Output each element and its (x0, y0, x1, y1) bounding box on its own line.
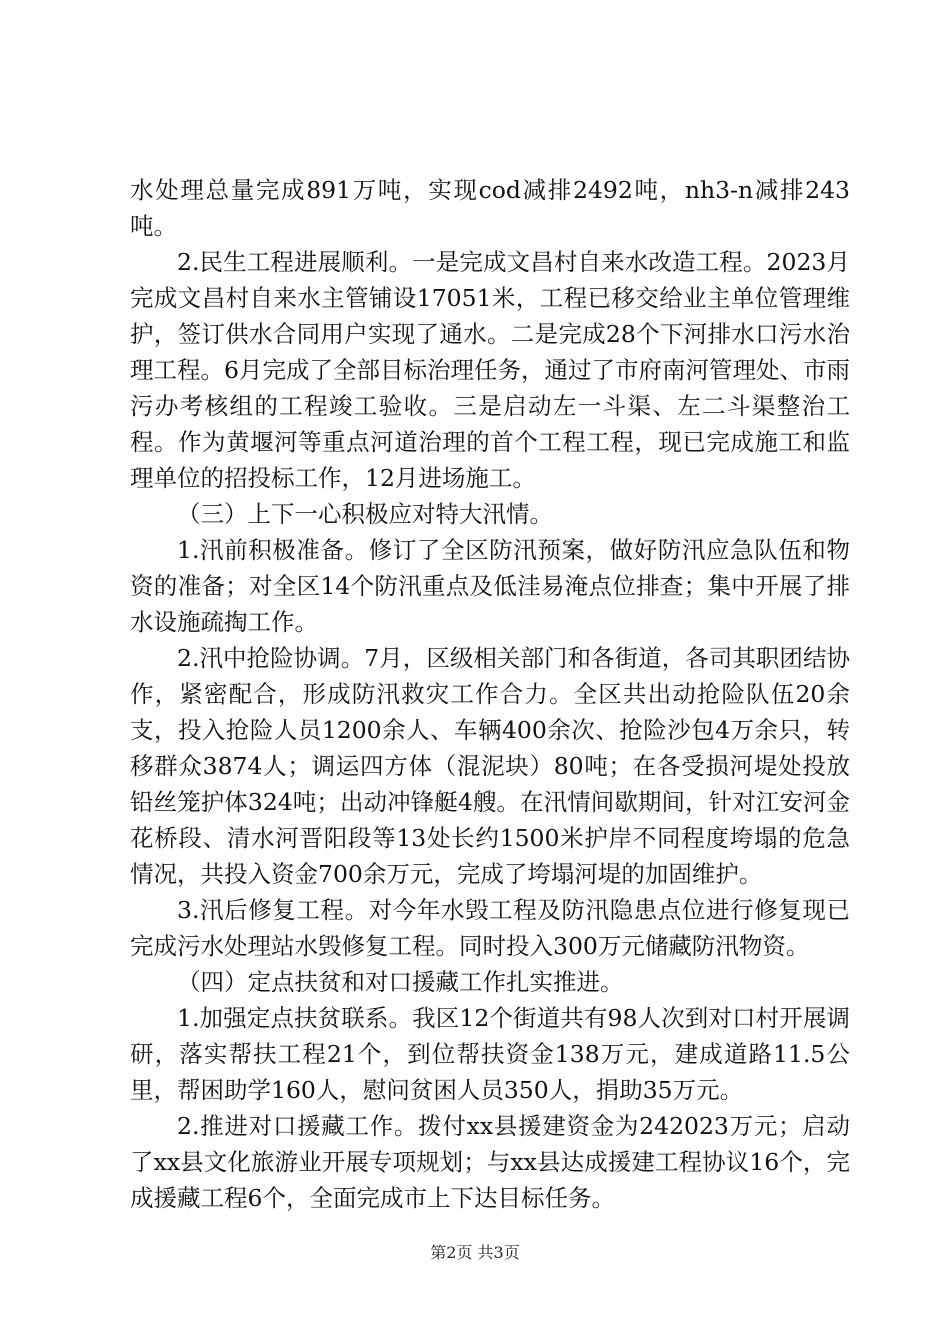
section-heading-flood: （三）上下一心积极应对特大汛情。 (177, 500, 553, 528)
paragraph-continuation: 水处理总量完成891万吨，实现cod减排2492吨，nh3-n减排243吨。 (130, 176, 850, 240)
document-body (130, 172, 850, 1216)
paragraph-during-flood: 2.汛中抢险协调。7月，区级相关部门和各街道，各司其职团结协作，紧密配合，形成防汛救灾工作合力。全区共出动抢险队伍20余支，投入抢险人员1200余人、车辆400余次、抢险沙包4万余只，转移群众3874人；调运四方体（混泥块）80吨；在各受损河堤处投放铅丝笼护体324吨；出动冲锋艇4艘。在汛情间歇期间，针对江安河金花桥段、清水河晋阳段等13处长约1500米护岸不同程度垮塌的危急情况，共投入资金700余万元，完成了垮塌河堤的加固维护。 (130, 644, 850, 888)
paragraph-post-flood: 3.汛后修复工程。对今年水毁工程及防汛隐患点位进行修复现已完成污水处理站水毁修复工程。同时投入300万元储藏防汛物资。 (130, 896, 850, 960)
page-footer: 第2页 共3页 (430, 1243, 520, 1262)
paragraph-tibet-aid: 2.推进对口援藏工作。拨付xx县援建资金为242023万元；启动了xx县文化旅游业开展专项规划；与xx县达成援建工程协议16个，完成援藏工程6个，全面完成市上下达目标任务。 (130, 1112, 850, 1212)
paragraph-poverty-alleviation: 1.加强定点扶贫联系。我区12个街道共有98人次到对口村开展调研，落实帮扶工程21个，到位帮扶资金138万元，建成道路11.5公里，帮困助学160人，慰问贫困人员350人，捐助35万元。 (130, 1004, 850, 1104)
paragraph-livelihood-projects: 2.民生工程进展顺利。一是完成文昌村自来水改造工程。2023月完成文昌村自来水主管铺设17051米，工程已移交给业主单位管理维护，签订供水合同用户实现了通水。二是完成28个下河排水口污水治理工程。6月完成了全部目标治理任务，通过了市府南河管理处、市雨污办考核组的工程竣工验收。三是启动左一斗渠、左二斗渠整治工程。作为黄堰河等重点河道治理的首个工程工程，现已完成施工和监理单位的招投标工作，12月进场施工。 (130, 248, 850, 492)
section-heading-poverty-aid: （四）定点扶贫和对口援藏工作扎实推进。 (177, 968, 624, 996)
paragraph-pre-flood: 1.汛前积极准备。修订了全区防汛预案，做好防汛应急队伍和物资的准备；对全区14个防汛重点及低洼易淹点位排查；集中开展了排水设施疏掏工作。 (130, 536, 850, 636)
